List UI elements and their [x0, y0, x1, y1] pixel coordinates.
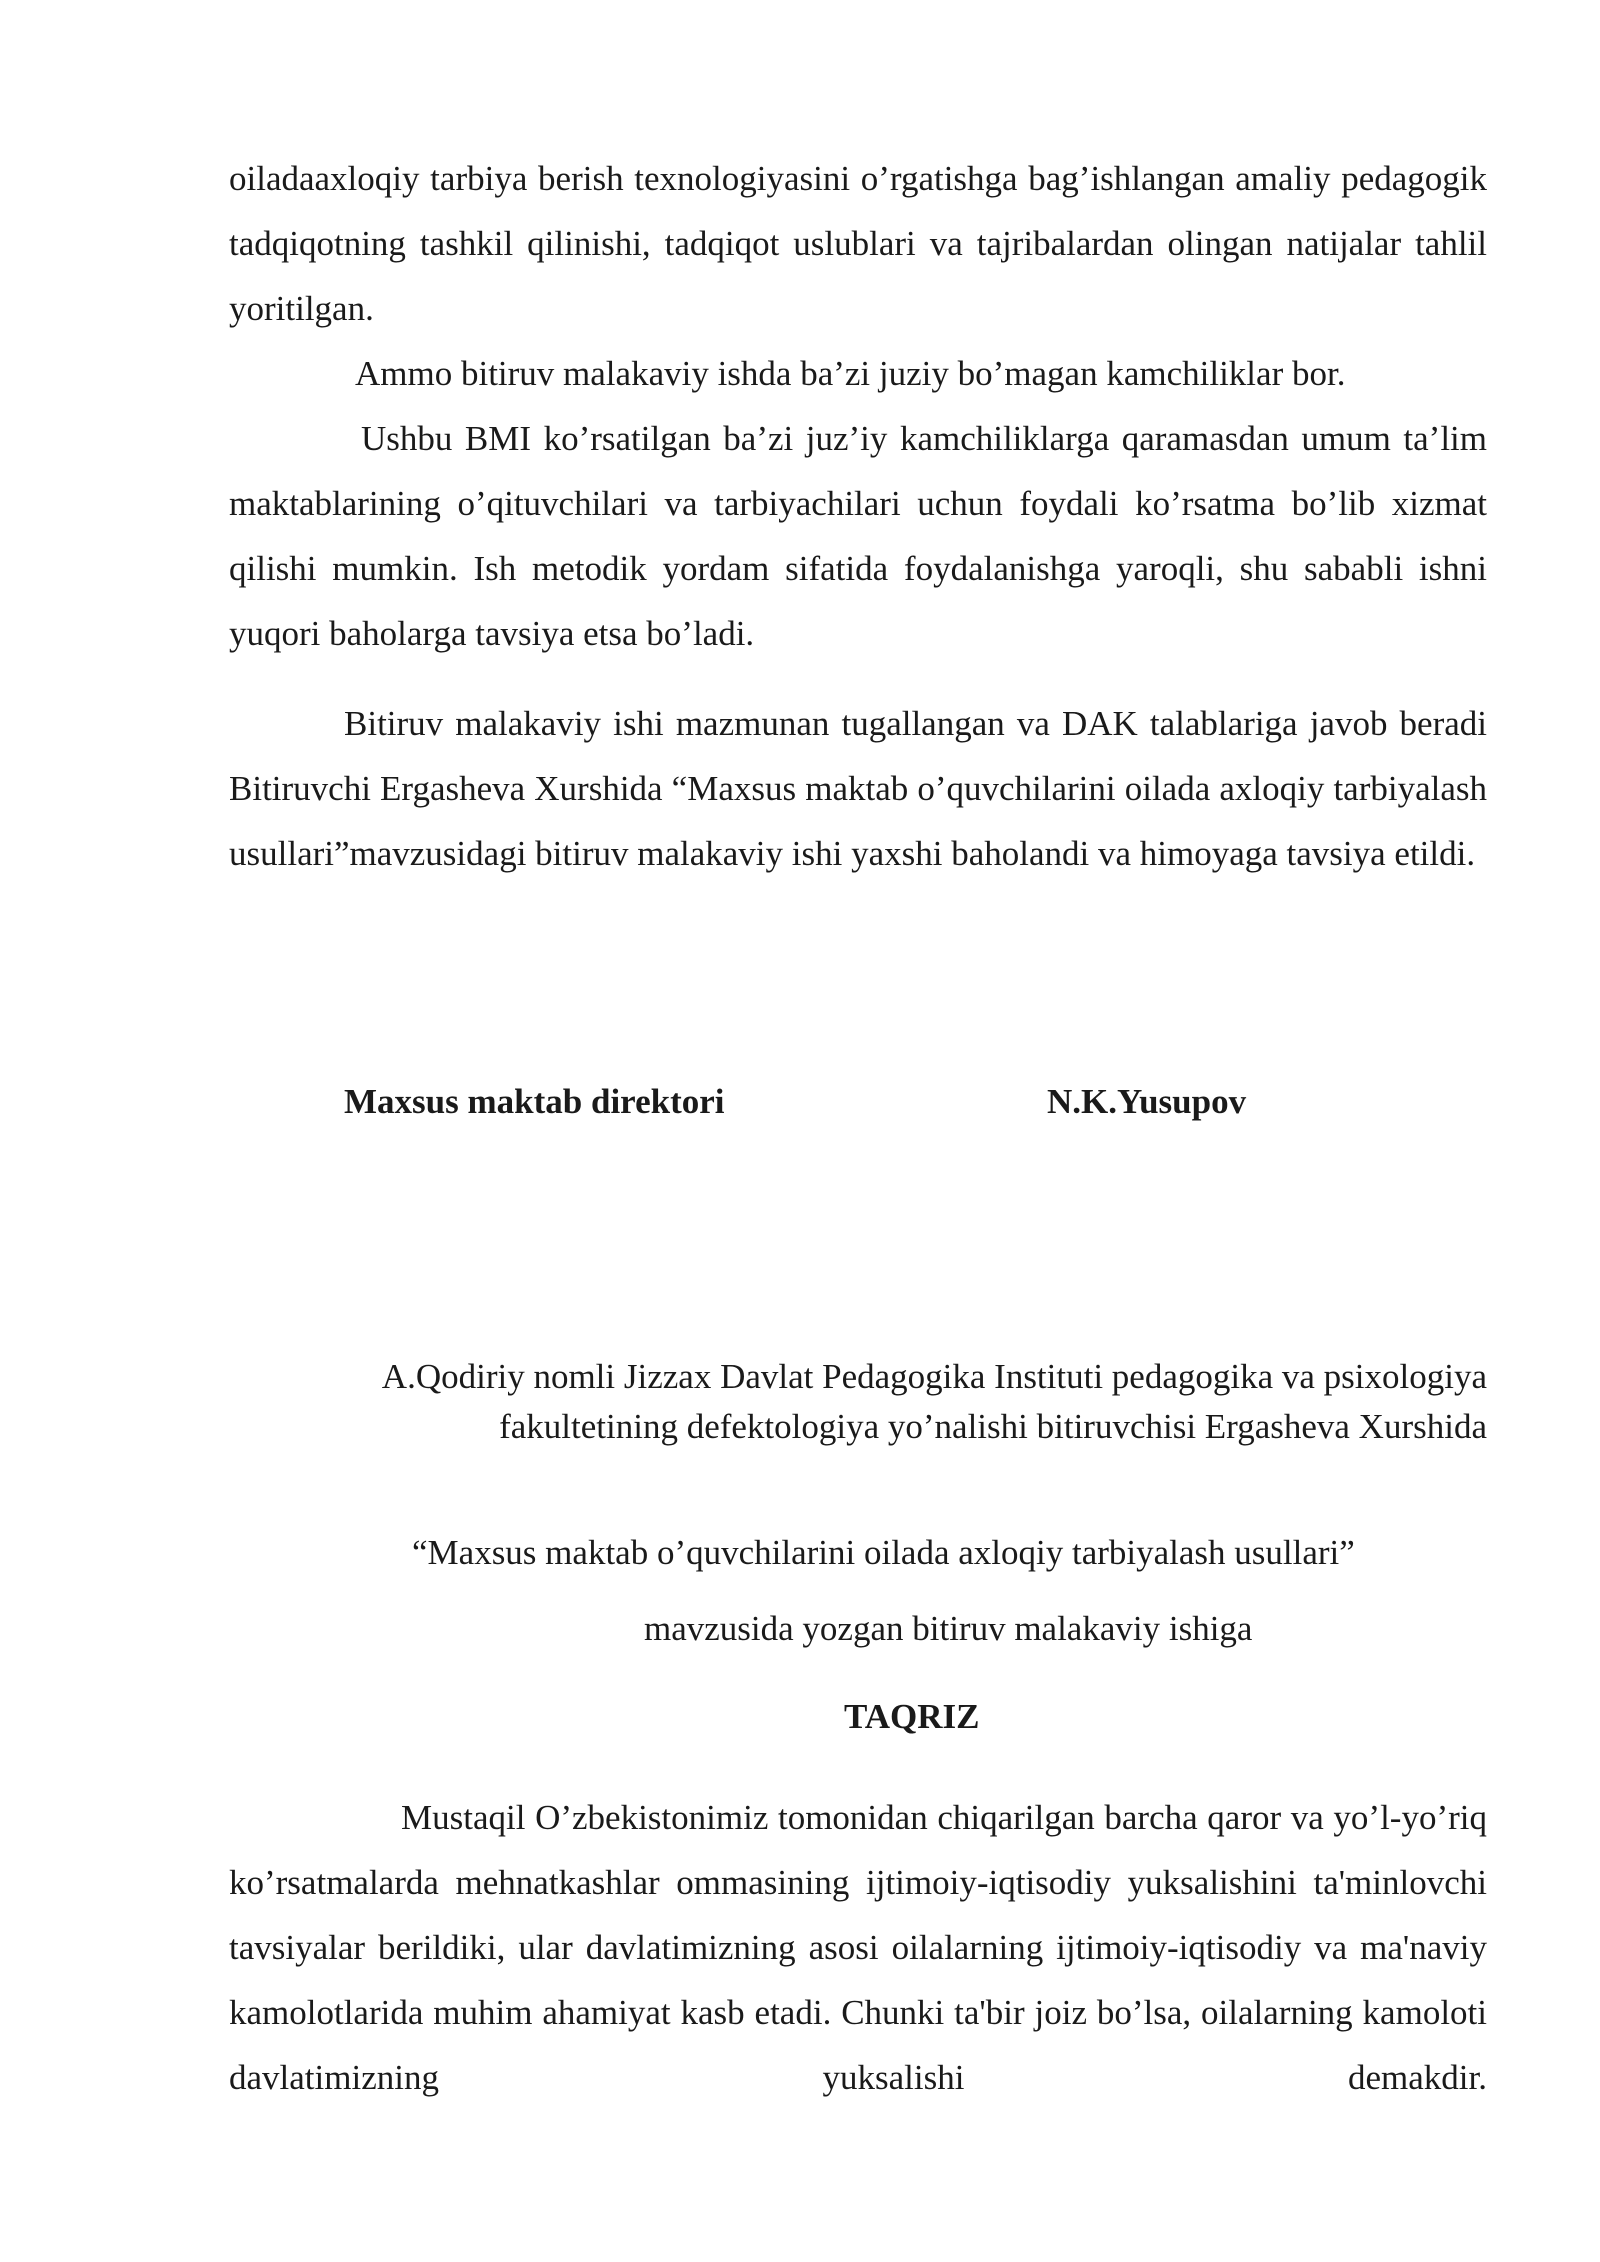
review-address: A.Qodiriy nomli Jizzax Davlat Pedagogika Instituti pedagogika va psixologiya fakultetining defektologiya yo’nalishi bitiruvchisi Ergasheva Xurshida: [381, 1357, 1487, 1446]
signature-title: Maxsus maktab direktori: [344, 1082, 725, 1121]
paragraph-3: Ushbu BMI ko’rsatilgan ba’zi juz’iy kamchiliklarga qaramasdan umum ta’lim maktablarining o’qituvchilari va tarbiyachilari uchun foydali ko’rsatma bo’lib xizmat qilishi mumkin. Ish metodik yordam sifatida foydalanishga yaroqli, shu sababli ishni yuqori baholarga tavsiya etsa bo’ladi.: [229, 419, 1487, 653]
review-subtopic: mavzusida yozgan bitiruv malakaviy ishiga: [644, 1609, 1253, 1648]
review-body: Mustaqil O’zbekistonimiz tomonidan chiqarilgan barcha qaror va yo’l-yo’riq ko’rsatmalarda mehnatkashlar ommasining ijtimoiy-iqtisodiy yuksalishini ta'minlovchi tavsiyalar berildiki, ular davlatimizning asosi oilalarning ijtimoiy-iqtisodiy va ma'naviy kamolotlarida muhim ahamiyat kasb etadi. Chunki ta'bir joiz bo’lsa, oilalarning kamoloti davlatimizning yuksalishi demakdir.: [229, 1798, 1487, 2097]
review-heading-block: [0, 1692, 1600, 1742]
body-text-review: [229, 1785, 1487, 2110]
signature-name: N.K.Yusupov: [1047, 1082, 1247, 1121]
review-heading: TAQRIZ: [844, 1697, 980, 1736]
body-text-top: [229, 146, 1487, 886]
paragraph-2: Ammo bitiruv malakaviy ishda ba’zi juziy bo’magan kamchiliklar bor.: [355, 354, 1346, 393]
review-topic: “Maxsus maktab o’quvchilarini oilada axloqiy tarbiyalash usullari”: [412, 1533, 1355, 1572]
paragraph-4: Bitiruv malakaviy ishi mazmunan tugallangan va DAK talablariga javob beradi Bitiruvchi Ergasheva Xurshida “Maxsus maktab o’quvchilarini oilada axloqiy tarbiyalash usullari”mavzusidagi bitiruv malakaviy ishi yaxshi baholandi va himoyaga tavsiya etildi.: [229, 704, 1487, 873]
paragraph-1: oiladaaxloqiy tarbiya berish texnologiyasini o’rgatishga bag’ishlangan amaliy pedagogik tadqiqotning tashkil qilinishi, tadqiqot uslublari va tajribalardan olingan natijalar tahlil yoritilgan.: [229, 159, 1487, 328]
